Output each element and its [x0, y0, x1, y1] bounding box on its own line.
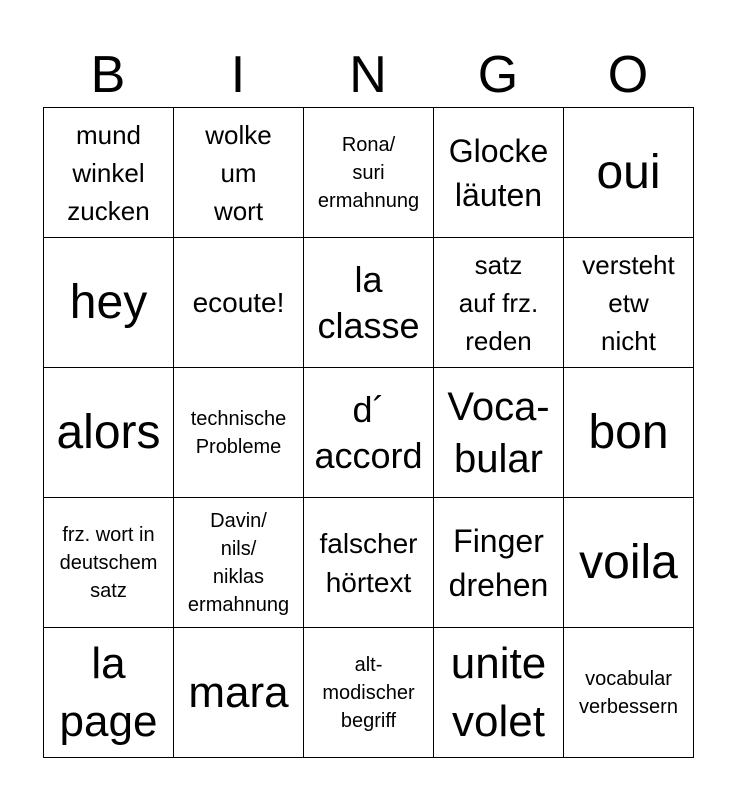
bingo-cell[interactable]: falscher hörtext [304, 498, 434, 628]
header-letter-i: I [230, 46, 246, 104]
header-letter-g: G [477, 46, 519, 104]
bingo-cell[interactable]: voila [564, 498, 694, 628]
bingo-cell[interactable]: Voca- bular [434, 368, 564, 498]
bingo-cell[interactable]: oui [564, 108, 694, 238]
bingo-cell[interactable]: alors [44, 368, 174, 498]
bingo-cell[interactable]: Glocke läuten [434, 108, 564, 238]
bingo-board [43, 107, 694, 758]
bingo-header [43, 42, 693, 108]
bingo-cell[interactable]: alt- modischer begriff [304, 628, 434, 758]
bingo-cell[interactable]: ecoute! [174, 238, 304, 368]
board-row [44, 628, 694, 758]
bingo-cell[interactable]: Finger drehen [434, 498, 564, 628]
bingo-cell[interactable]: Davin/ nils/ niklas ermahnung [174, 498, 304, 628]
bingo-cell[interactable]: d´ accord [304, 368, 434, 498]
bingo-cell[interactable]: wolke um wort [174, 108, 304, 238]
bingo-cell[interactable]: mara [174, 628, 304, 758]
board-row [44, 498, 694, 628]
bingo-cell[interactable]: bon [564, 368, 694, 498]
board-row [44, 108, 694, 238]
bingo-cell[interactable]: unite volet [434, 628, 564, 758]
header-letter-b: B [90, 46, 126, 104]
bingo-cell[interactable]: Rona/ suri ermahnung [304, 108, 434, 238]
board-row [44, 368, 694, 498]
bingo-cell[interactable]: versteht etw nicht [564, 238, 694, 368]
bingo-cell[interactable]: la classe [304, 238, 434, 368]
board-row [44, 238, 694, 368]
header-letter-o: O [607, 46, 649, 104]
bingo-cell[interactable]: la page [44, 628, 174, 758]
header-letter-n: N [349, 46, 387, 104]
bingo-cell[interactable]: hey [44, 238, 174, 368]
bingo-cell[interactable]: technische Probleme [174, 368, 304, 498]
bingo-cell[interactable]: satz auf frz. reden [434, 238, 564, 368]
bingo-cell[interactable]: frz. wort in deutschem satz [44, 498, 174, 628]
bingo-cell[interactable]: mund winkel zucken [44, 108, 174, 238]
bingo-cell[interactable]: vocabular verbessern [564, 628, 694, 758]
